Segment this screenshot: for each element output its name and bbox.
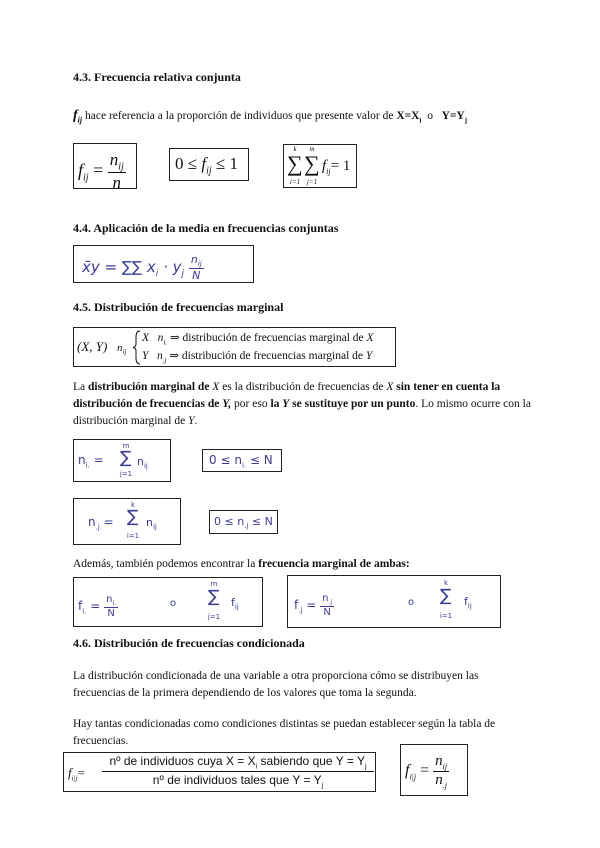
para-text-2: es la distribución de frecuencias de xyxy=(222,381,384,393)
para-bold-2: sin tener en cuenta la distribución de frecuencias de xyxy=(73,381,501,410)
ni-sum: ∑ xyxy=(120,448,132,468)
nj-term: n xyxy=(146,516,153,529)
nj-range-text: 0 ≤ n xyxy=(214,515,245,528)
row2-n-sub: .j xyxy=(162,356,167,365)
handwritten-fi-dot xyxy=(73,577,263,627)
para-bold-1: distribución marginal de xyxy=(88,381,210,393)
cond2-lhs-sub: i|j xyxy=(409,772,417,782)
section-4-3-title: 4.3. Frecuencia relativa conjunta xyxy=(73,70,241,84)
nij-symbol: n xyxy=(117,342,123,354)
handwritten-nj-dot xyxy=(73,498,181,545)
fi-or: o xyxy=(170,598,177,609)
x-subscript: i xyxy=(419,116,422,125)
nj-eq: = xyxy=(103,515,114,529)
mean-x-sub: i xyxy=(155,269,159,280)
cond-lhs: f xyxy=(68,765,72,780)
both-text: Además, también podemos encontrar la xyxy=(73,558,256,570)
left-brace-icon xyxy=(132,329,142,366)
fj-num-sub: .j xyxy=(328,599,333,606)
nj-range-end: ≤ N xyxy=(251,515,273,528)
mean-sums: ∑∑ xyxy=(121,258,143,277)
sum-rhs: = 1 xyxy=(330,158,351,174)
sum2-symbol: ∑ xyxy=(304,151,320,176)
formula-lhs-sub: ij xyxy=(83,172,89,184)
ni-range-sub: i. xyxy=(241,461,247,470)
row1-n-sub: i. xyxy=(163,338,168,347)
sum2-lower: j=1 xyxy=(306,178,318,186)
fi-eq: = xyxy=(90,599,101,613)
ni-lhs-sub: i. xyxy=(85,461,90,470)
cond-num-mid: sabiendo que Y = Y xyxy=(257,754,365,768)
description-text: hace referencia a la proporción de individuos que presente valor de xyxy=(85,110,394,122)
formula-equals: = xyxy=(93,159,104,180)
fj-sum-upper: k xyxy=(443,579,449,587)
both-bold: frecuencia marginal de ambas: xyxy=(258,558,410,570)
mean-equals: = xyxy=(104,258,118,277)
fj-or: o xyxy=(408,597,415,608)
mean-num-sub: ij xyxy=(197,260,202,269)
formula-numerator: n xyxy=(109,150,119,169)
fi-num-sub: i. xyxy=(112,600,117,607)
sum1-symbol: ∑ xyxy=(287,151,303,176)
nj-sum: ∑ xyxy=(127,507,139,527)
para-text-1: La xyxy=(73,381,86,393)
f-subscript: ij xyxy=(77,115,83,125)
row1-n: n xyxy=(157,332,164,344)
cond-num: nº de individuos cuya X = X xyxy=(109,754,256,768)
cond-num-sub2: j xyxy=(364,763,367,771)
conditional-paragraph-2: Hay tantas condicionadas como condiciones distintas se puedan establecer según la tabla de frecuencias. xyxy=(73,718,496,747)
mean-dot: · xyxy=(163,258,168,277)
cond-lhs-sub: i|j xyxy=(71,774,78,783)
row2-text: ⇒ distribución de frecuencias marginal de xyxy=(169,350,364,362)
conditional-frequency-formula xyxy=(63,752,376,792)
fi-den: N xyxy=(107,608,115,619)
formula-lhs: f xyxy=(78,159,84,180)
formula-numerator-sub: ij xyxy=(118,161,124,173)
xy-pair: (X, Y) xyxy=(77,339,108,354)
fi-num: n xyxy=(106,594,113,605)
sum-term: f xyxy=(322,158,327,174)
nj-sum-lower: i=1 xyxy=(126,532,140,540)
y-subscript: j xyxy=(464,116,468,125)
sum-term-sub: ij xyxy=(326,167,331,176)
sum1-upper: k xyxy=(293,145,297,153)
fi-term-sub: ij xyxy=(234,603,239,612)
f-symbol: f xyxy=(73,108,78,123)
fj-lhs-sub: .j xyxy=(298,606,303,615)
cond2-lhs: f xyxy=(405,762,410,780)
ni-term: n xyxy=(137,455,144,468)
mean-num: n xyxy=(190,253,198,266)
range-right: ≤ 1 xyxy=(215,154,238,173)
fj-term: f xyxy=(464,595,468,608)
cond2-num: n xyxy=(435,753,443,769)
para-var-4: Y xyxy=(282,398,290,410)
handwritten-ni-range xyxy=(202,449,282,472)
ni-eq: = xyxy=(93,453,104,467)
para-text-3: por eso xyxy=(234,398,268,410)
para-var-3: Y, xyxy=(222,398,232,410)
cond2-num-sub: ij xyxy=(442,762,448,771)
nj-term-sub: ij xyxy=(152,523,157,532)
section-4-4-title: 4.4. Aplicación de la media en frecuencias conjuntas xyxy=(73,221,339,235)
fj-num: n xyxy=(322,593,329,604)
fi-term: f xyxy=(231,596,235,609)
marginal-distribution-box xyxy=(73,327,396,367)
mean-y-sub: j xyxy=(181,269,185,280)
ni-term-sub: ij xyxy=(143,462,148,471)
ni-range-end: ≤ N xyxy=(249,453,273,467)
mean-y: y xyxy=(172,258,182,277)
sum1-lower: i=1 xyxy=(289,178,301,186)
nj-sum-upper: k xyxy=(130,501,136,509)
cond2-eq: = xyxy=(420,762,430,780)
fj-term-sub: ij xyxy=(467,602,472,611)
conditional-frequency-short xyxy=(400,744,468,796)
mean-lhs: x̄y xyxy=(82,258,100,277)
row1-end: X xyxy=(366,332,374,344)
range-mid: f xyxy=(201,154,207,173)
cond-num-sub: i xyxy=(255,763,258,771)
para-text-5: . xyxy=(194,415,198,427)
fj-eq: = xyxy=(306,598,317,612)
ni-sum-lower: j=1 xyxy=(119,470,133,478)
cond-den: nº de individuos tales que Y = Y xyxy=(152,773,322,787)
cond-den-sub: j xyxy=(321,782,324,790)
sum2-upper: m xyxy=(309,145,315,153)
fi-lhs-sub: i. xyxy=(82,607,87,616)
para-var-5: Y xyxy=(188,415,195,427)
formula-range xyxy=(169,148,249,181)
range-left: 0 ≤ xyxy=(175,154,198,173)
fi-sum-upper: m xyxy=(210,580,218,588)
formula-relative-frequency xyxy=(73,143,137,193)
cond2-den-sub: .j xyxy=(442,781,447,790)
both-marginal-line xyxy=(73,556,410,573)
para-bold-3: la xyxy=(270,398,280,410)
fi-lhs: f xyxy=(78,599,83,613)
fj-lhs: f xyxy=(294,598,299,612)
row2-end: Y xyxy=(365,350,373,362)
fj-sum: ∑ xyxy=(440,586,452,606)
formula-denominator: n xyxy=(112,173,122,193)
fj-sum-lower: i=1 xyxy=(439,612,453,620)
row1-variable: X xyxy=(142,332,150,344)
section-4-5-title: 4.5. Distribución de frecuencias marginal xyxy=(73,300,284,314)
para-bold-4: se sustituye por un punto xyxy=(292,398,416,410)
row2-n: n xyxy=(157,350,163,362)
nj-lhs-sub: .j xyxy=(95,523,100,532)
para-var-2: X xyxy=(386,381,394,393)
handwritten-nj-range xyxy=(209,510,278,534)
formula-sum-equals-one xyxy=(283,144,357,188)
mean-den: N xyxy=(192,269,201,283)
mean-x: x xyxy=(146,258,156,277)
row1-text: ⇒ distribución de frecuencias marginal de xyxy=(169,332,364,344)
nj-lhs: n xyxy=(88,515,96,529)
cond-eq: = xyxy=(77,765,85,780)
row2-variable: Y xyxy=(142,350,149,362)
section-4-3-description xyxy=(73,107,467,129)
conditional-paragraph-1: La distribución condicionada de una variable a otra proporciona cómo se distribuyen las frecuencias de la primera dependiendo de los valores que toma la segunda. xyxy=(73,670,479,699)
cond2-den: n xyxy=(435,772,443,788)
section-4-6-title: 4.6. Distribución de frecuencias condicionada xyxy=(73,636,305,650)
fj-den: N xyxy=(323,607,331,618)
ni-range-text: 0 ≤ n xyxy=(209,453,242,467)
x-equals: X=X xyxy=(396,110,420,122)
nij-sub: ij xyxy=(122,348,127,357)
nj-range-sub: .j xyxy=(244,522,249,531)
para-var-1: X xyxy=(212,381,220,393)
para-text-4: . Lo mismo ocurre con la distribución marginal de xyxy=(73,398,531,427)
handwritten-ni-dot xyxy=(73,439,171,482)
handwritten-mean-formula xyxy=(73,245,254,283)
fi-sum-lower: j=1 xyxy=(207,613,221,621)
or-word: o xyxy=(427,110,433,122)
handwritten-fj-dot xyxy=(287,575,501,628)
ni-lhs: n xyxy=(78,453,86,467)
marginal-paragraph xyxy=(73,379,533,430)
y-equals: Y=Y xyxy=(441,110,465,122)
ni-sum-upper: m xyxy=(122,442,130,450)
fi-sum: ∑ xyxy=(208,587,220,607)
range-mid-sub: ij xyxy=(206,165,212,177)
